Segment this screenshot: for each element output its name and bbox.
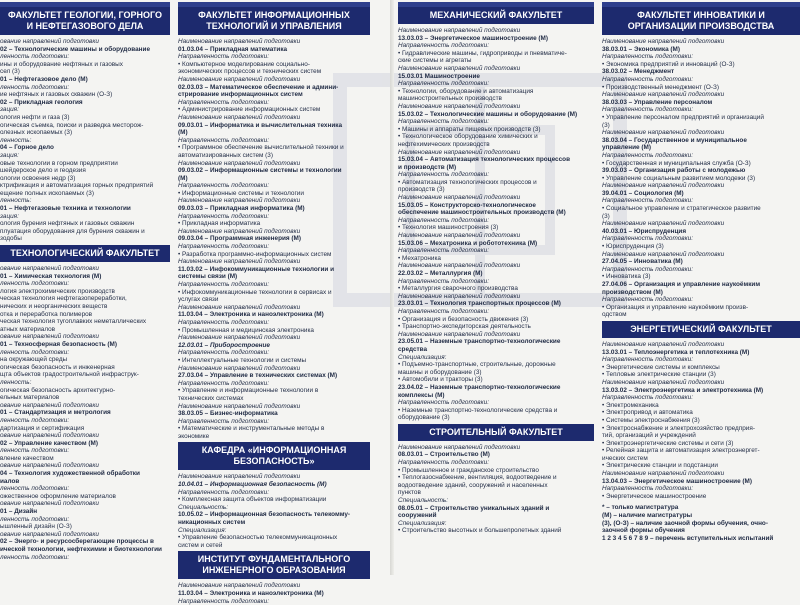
program-line: • Социальное управление и стратегическое развитие xyxy=(602,205,761,213)
program-line: автоматизированных систем (3) xyxy=(178,151,273,159)
program-line: ельных материалов xyxy=(0,394,60,402)
program-line: зация: xyxy=(0,151,19,159)
program-line: услугах связи xyxy=(178,296,219,304)
program-line: • Администрирование информационных систем xyxy=(178,106,321,114)
program-line: ование направлений подготовки xyxy=(0,333,99,341)
legend-line: 1 2 3 4 5 6 7 8 9 – перечень вступительных испытаний xyxy=(602,534,774,542)
program-line: • Разработка программно-информационных систем xyxy=(178,250,332,258)
program-line: • Информационные системы и технологии xyxy=(178,189,304,197)
program-title: 11.03.04 – Электроника и наноэлектроника (М) xyxy=(178,311,324,319)
program-line: Направленность подготовки: xyxy=(602,485,693,493)
program-title: 01 – Стандартизация и метрология xyxy=(0,409,111,417)
faculty-header: ЭНЕРГЕТИЧЕСКИЙ ФАКУЛЬТЕТ xyxy=(602,321,800,338)
program-title: 13.03.03 – Энергетическое машиностроение (М) xyxy=(398,34,548,42)
program-line: Наименование направлений подготовки xyxy=(178,473,301,481)
program-line: Направленность подготовки: xyxy=(178,182,269,190)
program-line: экономических процессов и технических систем xyxy=(178,68,322,76)
program-line: Направленность подготовки: xyxy=(602,235,693,243)
program-line: Направленность подготовки: xyxy=(178,281,269,288)
program-line: Наименование направлений подготовки xyxy=(398,27,521,34)
program-line: • Инноватика (3) xyxy=(602,273,651,281)
program-line: ленность подготовки: xyxy=(0,485,70,493)
program-line: нических и неорганических веществ xyxy=(0,303,108,310)
program-line: • Управление персоналом предприятий и организаций xyxy=(602,113,764,121)
faculty-header: МЕХАНИЧЕСКИЙ ФАКУЛЬТЕТ xyxy=(398,2,594,24)
program-line: • Машины и аппараты пищевых производств (3) xyxy=(398,125,541,133)
program-line: ленность: xyxy=(0,197,32,205)
program-line: Наименование направлений подготовки xyxy=(178,258,301,266)
program-line: Направленность подготовки: xyxy=(178,488,269,496)
program-line: • Прикладная информатика xyxy=(178,220,261,228)
program-line: • Интеллектуальные технологии и системы xyxy=(178,356,307,364)
program-line: пунктов xyxy=(398,489,421,497)
program-line: • Энергетическое машиностроение xyxy=(602,492,707,500)
program-title: 13.04.03 – Энергетическое машиностроение (М) xyxy=(602,477,752,485)
program-line: • Мехатроника xyxy=(398,254,441,262)
faculty-header: ФАКУЛЬТЕТ ИНФОРМАЦИОННЫХ ТЕХНОЛОГИЙ И УПРАВЛЕНИЯ xyxy=(178,2,370,35)
program-title: 40.03.01 – Юриспруденция xyxy=(602,227,687,235)
program-title: ической технологии, нефтехимии и биотехнологии xyxy=(0,546,162,553)
program-line: • Строительство высотных и большепролетных зданий xyxy=(398,527,562,535)
program-line: • Электроэнергетические системы и сети (3) xyxy=(602,439,734,447)
program-line: вление качеством xyxy=(0,454,54,462)
program-line: ышленный дизайн (О-З) xyxy=(0,523,72,531)
program-line: ленность: xyxy=(0,378,32,386)
program-line: ины и оборудование нефтяных и газовых xyxy=(0,60,123,68)
program-line: Направленность подготовки: xyxy=(398,80,489,88)
program-title: (М) xyxy=(178,129,188,137)
program-line: Наименование направлений подготовки xyxy=(398,262,521,270)
program-line: ических систем xyxy=(602,454,648,462)
program-line: Наименование направлений подготовки xyxy=(178,364,301,372)
program-title: 38.03.04 – Государственное и муниципальное xyxy=(602,136,747,144)
program-title: 09.03.02 – Информационные системы и технологии xyxy=(178,167,342,175)
program-line: • Технология машиностроения (3) xyxy=(398,224,499,232)
program-line: ещение полных ископаемых (3) xyxy=(0,189,94,197)
program-title: 01.03.04 – Прикладная математика xyxy=(178,45,288,53)
program-line: тий, организаций и учреждений xyxy=(602,432,696,440)
legend-line: заочной формы обучения xyxy=(602,527,685,535)
program-title: 01 – Нефтегазовое дело (М) xyxy=(0,75,88,83)
program-line: Направленность подготовки: xyxy=(602,106,693,114)
program-line: Наименование направлений подготовки xyxy=(398,330,521,338)
program-line: ование направлений подготовки xyxy=(0,462,99,470)
program-title: управление (М) xyxy=(602,144,651,152)
program-line: • Организация и управление наукоёмким произв- xyxy=(602,303,749,311)
program-line: ческая технология тугоплавких неметаллических xyxy=(0,318,147,326)
legend xyxy=(602,504,800,542)
program-line: Направленность подготовки: xyxy=(602,296,693,304)
program-line: ожественное оформление материалов xyxy=(0,492,116,500)
program-line: Направленность подготовки: xyxy=(602,265,693,273)
program-line: • Экономика предприятий и инноваций (О-З) xyxy=(602,60,735,68)
program-title: 01 – Техносферная безопасность (М) xyxy=(0,340,117,348)
program-line: • Автоматизация технологических процессов и xyxy=(398,178,537,186)
program-title: 10.05.02 – Информационная безопасность телекомму- xyxy=(178,511,351,519)
program-title: 09.03.03 – Прикладная информатика (М) xyxy=(178,205,305,213)
program-line: Направленность подготовки: xyxy=(178,98,269,106)
program-line: Специализация: xyxy=(398,519,447,527)
program-line: Направленность подготовки: xyxy=(398,42,489,50)
program-title: 15.03.05 – Конструкторско-технологическое xyxy=(398,201,536,209)
program-line: (3) xyxy=(602,212,610,220)
program-line: • Производственный менеджмент (О-З) xyxy=(602,83,719,91)
program-line: ленность подготовки: xyxy=(0,447,70,455)
program-line: нефтехимических производств xyxy=(398,140,490,148)
program-line: машины и оборудование (3) xyxy=(398,368,482,376)
program-line: • Электропривод и автоматика xyxy=(602,409,693,417)
program-line: • Организация и безопасность движения (3) xyxy=(398,315,529,323)
program-line: • Наземные транспортно-технологические средства и xyxy=(398,406,558,414)
program-title: 39.03.03 – Организация работы с молодежью xyxy=(602,167,746,175)
program-line: • Инфокоммуникационные технологии в сервисах и xyxy=(178,288,332,296)
program-title: 04 – Технология художественной обработки xyxy=(0,470,140,478)
program-line: Наименование направлений подготовки xyxy=(178,582,301,590)
program-line: Наименование направлений подготовки xyxy=(398,232,521,240)
program-line: Наименование направлений подготовки xyxy=(602,38,725,45)
program-line: ческая технология нефтегазопереработки, xyxy=(0,295,127,303)
program-line: Наименование направлений подготовки xyxy=(602,250,725,258)
program-line: Направленность подготовки: xyxy=(398,216,489,224)
program-title: 13.03.02 – Электроэнергетика и электротехника (М) xyxy=(602,386,764,394)
program-title: и производств (М) xyxy=(398,163,457,171)
program-line: Направленность подготовки: xyxy=(602,356,693,364)
program-line: водоотведение зданий, сооружений и населенных xyxy=(398,481,548,489)
program-title: 04 – Горное дело xyxy=(0,144,54,152)
program-line: овые технологии в горном предприятии xyxy=(0,159,118,167)
program-title: 15.03.02 – Технологические машины и оборудование (М) xyxy=(398,110,578,118)
program-title: 10.04.01 – Информационная безопасность (М) xyxy=(178,481,327,489)
program-title: 02 – Технологические машины и оборудование xyxy=(0,45,151,53)
program-line: зация: xyxy=(0,212,19,220)
program-line: ование направлений подготовки xyxy=(0,401,99,409)
faculty-header: ТЕХНОЛОГИЧЕСКИЙ ФАКУЛЬТЕТ xyxy=(0,245,170,262)
program-title: стрирование информационных систем xyxy=(178,91,303,99)
program-line: огическая безопасность архитектурно- xyxy=(0,386,116,394)
program-title: (М) xyxy=(178,174,188,182)
program-line: Наименование направлений подготовки xyxy=(398,292,521,300)
program-line: Специализация: xyxy=(178,526,227,534)
program-line: Направленность подготовки: xyxy=(602,151,693,159)
program-title: 23.05.01 – Наземные транспортно-технологические xyxy=(398,338,561,346)
program-title: 23.03.01 – Технология транспортных процессов (М) xyxy=(398,300,561,308)
program-title: 01 – Дизайн xyxy=(0,508,38,516)
program-title: 13.03.01 – Теплоэнергетика и теплотехника (М) xyxy=(602,348,750,356)
program-line: плуатация оборудования для бурения скважин и xyxy=(0,227,145,235)
program-line: Наименование направлений подготовки xyxy=(398,194,521,202)
program-line: Наименование направлений подготовки xyxy=(178,402,301,410)
program-title: 09.03.04 – Программная инженерия (М) xyxy=(178,235,301,243)
program-line: • Системы электроснабжения (3) xyxy=(602,416,700,424)
program-line: экономике xyxy=(178,432,210,440)
program-title: 02 – Управление качеством (М) xyxy=(0,439,98,447)
program-line: Наименование направлений подготовки xyxy=(398,102,521,110)
program-line: Наименование направлений подготовки xyxy=(178,75,301,83)
program-line: • Комплексная защита объектов информатизации xyxy=(178,496,327,504)
program-line: Наименование направлений подготовки xyxy=(602,470,725,478)
program-line: Направленность подготовки: xyxy=(178,212,269,220)
program-line: на окружающей среды xyxy=(0,356,68,364)
program-line: Направленность подготовки: xyxy=(178,597,269,605)
program-line: Наименование направлений подготовки xyxy=(602,182,725,190)
program-title: комплексы (М) xyxy=(398,391,445,399)
program-line: • Компьютерное моделирование социально- xyxy=(178,60,310,68)
program-line: • Государственная и муниципальная служба (О-З) xyxy=(602,159,751,167)
program-line: Направленность подготовки: xyxy=(398,118,489,126)
program-line: • Энергетические системы и комплексы xyxy=(602,363,720,371)
program-line: олезных ископаемых (3) xyxy=(0,129,73,137)
program-title: 22.03.02 – Металлургия (М) xyxy=(398,270,483,277)
program-line: Направленность подготовки: xyxy=(602,394,693,402)
program-title: 11.03.02 – Инфокоммуникационные технологии и xyxy=(178,265,335,273)
program-title: производством (М) xyxy=(602,288,663,296)
column-3 xyxy=(398,0,594,575)
legend-line: (М) – наличие магистратуры xyxy=(602,512,693,520)
program-line: Направленность подготовки: xyxy=(178,349,269,357)
program-line: Направленность подготовки: xyxy=(178,136,269,144)
program-line: Наименование направлений подготовки xyxy=(398,443,521,451)
program-line: • Электроснабжение и электрохозяйство предприя- xyxy=(602,424,755,432)
program-title: 02 – Энерго- и ресурсосберегающие процессы в xyxy=(0,538,154,546)
program-line: Направленность подготовки: xyxy=(178,417,269,425)
program-title: средства xyxy=(398,345,428,353)
faculty-header: СТРОИТЕЛЬНЫЙ ФАКУЛЬТЕТ xyxy=(398,424,594,441)
program-line: Направленность подготовки: xyxy=(178,53,269,61)
program-line: ология бурения нефтяных и газовых скважин xyxy=(0,220,135,228)
program-line: Наименование направлений подготовки xyxy=(178,227,301,235)
program-line: систем и сетей xyxy=(178,541,223,549)
program-line: Наименование направлений подготовки xyxy=(602,91,725,99)
program-line: Направленность подготовки: xyxy=(398,247,489,255)
program-line: ленность: xyxy=(0,136,32,144)
faculty-header: ИНСТИТУТ ФУНДАМЕНТАЛЬНОГО ИНЖЕНЕРНОГО ОБРАЗОВАНИЯ xyxy=(178,551,370,579)
program-title: сооружений xyxy=(398,512,437,520)
program-line: • Юриспруденция (3) xyxy=(602,243,664,251)
program-line: Наименование направлений подготовки xyxy=(398,64,521,72)
program-line: • Промышленная и медицинская электроника xyxy=(178,326,314,334)
program-line: • Управление и информационные технологии в xyxy=(178,387,319,395)
program-line: Специальность: xyxy=(178,503,229,511)
program-line: ленность подготовки: xyxy=(0,515,70,523)
program-line: отка и переработка полимеров xyxy=(0,310,93,318)
program-line: • Тепловые электрические станции (3) xyxy=(602,371,716,379)
program-line: Специализация: xyxy=(398,353,447,361)
column-1 xyxy=(0,0,170,575)
program-line: Направленность подготовки: xyxy=(178,379,269,387)
column-4 xyxy=(602,0,800,575)
program-title: 23.04.02 – Наземные транспортно-технологические xyxy=(398,383,561,391)
program-line: Наименование направлений подготовки xyxy=(602,378,725,386)
program-line: дартизация и сертификация xyxy=(0,424,85,432)
program-line: ологии освоения недр (3) xyxy=(0,174,76,182)
program-line: ленность подготовки: xyxy=(0,53,70,61)
program-line: Направленность подготовки: xyxy=(398,307,489,315)
program-title: 15.03.04 – Автоматизация технологических процессов xyxy=(398,156,570,164)
program-line: • Релейная защита и автоматизация электроэнергет- xyxy=(602,447,760,455)
program-line: ие нефтяных и газовых скважин (О-З) xyxy=(0,91,113,99)
legend-line: * – только магистратура xyxy=(602,504,679,512)
program-line: • Автомобили и тракторы (3) xyxy=(398,376,483,384)
program-line: ование направлений подготовки xyxy=(0,38,99,45)
program-line: ование направлений подготовки xyxy=(0,265,99,273)
program-title: 38.03.02 – Менеджмент xyxy=(602,68,675,76)
program-title: 02.03.03 – Математическое обеспечение и админи- xyxy=(178,83,339,91)
program-title: 02 – Прикладная геология xyxy=(0,98,83,106)
program-line: ование направлений подготовки xyxy=(0,500,99,508)
program-line: огическая безопасность и инженерная xyxy=(0,363,115,371)
program-line: Наименование направлений подготовки xyxy=(178,38,301,45)
program-title: 01 – Нефтегазовые техника и технологии xyxy=(0,205,131,213)
faculty-header: ФАКУЛЬТЕТ ИННОВАТИКИ И ОРГАНИЗАЦИИ ПРОИЗВОДСТВА xyxy=(602,2,800,35)
program-title: 27.04.06 – Организация и управление наукоёмким xyxy=(602,281,761,288)
program-line: Направленность подготовки: xyxy=(398,277,489,285)
program-title: обеспечение машиностроительных производств (М) xyxy=(398,209,566,217)
program-line: • Транспортно-экспедиторская деятельность xyxy=(398,323,531,331)
program-line: Наименование направлений подготовки xyxy=(178,197,301,205)
program-line: Направленность подготовки: xyxy=(398,459,489,467)
program-line: • Электрические станции и подстанции xyxy=(602,462,718,470)
program-line: Направленность подготовки: xyxy=(602,53,693,61)
program-line: шейдерское дело и геодезия xyxy=(0,167,86,175)
program-line: • Подъемно-транспортные, строительные, дорожные xyxy=(398,361,556,369)
program-line: Наименование направлений подготовки xyxy=(178,303,301,311)
program-line: • Математические и инструментальные методы в xyxy=(178,425,325,433)
program-title: 38.03.03 – Управление персоналом xyxy=(602,98,713,106)
program-line: ленность подготовки: xyxy=(0,553,70,561)
program-line: Наименование направлений подготовки xyxy=(602,340,725,348)
program-title: 27.04.05 – Инноватика (М) xyxy=(602,258,683,266)
program-line: • Технологии, оборудование и автоматизация xyxy=(398,87,534,95)
program-line: щта объектов градостроительной инфраструк- xyxy=(0,371,139,379)
program-line: Направленность подготовки: xyxy=(602,197,693,205)
program-line: ование направлений подготовки xyxy=(0,530,99,538)
program-line: Направленность подготовки: xyxy=(602,75,693,83)
program-line: Наименование направлений подготовки xyxy=(178,334,301,342)
program-line: машиностроительных производств xyxy=(398,95,502,103)
program-line: ленность подготовки: xyxy=(0,280,70,288)
program-line: ленность подготовки: xyxy=(0,83,70,91)
program-title: 15.03.06 – Мехатроника и робототехника (М) xyxy=(398,239,538,247)
program-title: 38.03.05 – Бизнес-информатика xyxy=(178,410,278,418)
program-title: 12.03.01 – Приборостроение xyxy=(178,341,270,349)
program-line: зация: xyxy=(0,106,19,114)
program-line: логия электрохимических производств xyxy=(0,287,115,295)
program-title: 38.03.01 – Экономика (М) xyxy=(602,45,680,53)
program-line: • Технологическое оборудование химических и xyxy=(398,133,538,141)
program-line: Наименование направлений подготовки xyxy=(602,129,725,137)
program-line: технических системах xyxy=(178,394,244,402)
program-title: 08.03.01 – Строительство (М) xyxy=(398,451,490,459)
program-line: ование направлений подготовки xyxy=(0,432,99,440)
program-line: Направленность подготовки: xyxy=(398,171,489,179)
program-line: • Металлургия сварочного производства xyxy=(398,285,518,293)
faculty-header: КАФЕДРА «ИНФОРМАЦИОННАЯ БЕЗОПАСНОСТЬ» xyxy=(178,442,370,470)
page-fold xyxy=(390,0,394,575)
program-title: 08.05.01 – Строительство уникальных зданий и xyxy=(398,504,550,512)
program-line: сел (3) xyxy=(0,68,20,76)
program-line: ские системы и агрегаты xyxy=(398,57,472,65)
program-line: (3) xyxy=(602,121,610,129)
program-line: ктрификация и автоматизация горных предприятий xyxy=(0,182,154,190)
program-line: Направленность подготовки: xyxy=(398,399,489,407)
program-line: Направленность подготовки: xyxy=(178,243,269,251)
program-line: атных материалов xyxy=(0,325,56,333)
program-title: никационных систем xyxy=(178,519,246,527)
program-title: 39.04.01 – Социология (М) xyxy=(602,189,684,197)
legend-line: (3), (О-З) – наличие заочной формы обучения, очно- xyxy=(602,519,768,527)
program-title: 09.03.01 – Информатика и вычислительная техника xyxy=(178,121,343,129)
column-2 xyxy=(178,0,370,605)
program-title: системы связи (М) xyxy=(178,273,238,281)
program-line: Направленность подготовки: xyxy=(178,318,269,326)
program-line: • Электромеханика xyxy=(602,401,659,409)
program-line: одством xyxy=(602,311,627,319)
program-line: • Управление социальным развитием молодежи (3) xyxy=(602,174,756,182)
program-title: 27.03.04 – Управление в технических системах (М) xyxy=(178,372,338,380)
program-line: ленность подготовки: xyxy=(0,348,70,356)
program-line: ленность подготовки: xyxy=(0,416,70,424)
program-line: Наименование направлений подготовки xyxy=(398,148,521,156)
program-line: зодобы xyxy=(0,235,22,243)
program-title: 11.03.04 – Электроника и наноэлектроника (М) xyxy=(178,590,324,597)
program-title: 15.03.01 Машиностроение xyxy=(398,72,480,80)
program-line: Наименование направлений подготовки xyxy=(178,159,301,167)
program-line: огическая съемка, поиски и разведка месторож- xyxy=(0,121,144,129)
program-line: производств (3) xyxy=(398,186,445,194)
program-line: • Промышленное и гражданское строительство xyxy=(398,466,539,474)
program-line: Специальность: xyxy=(398,497,449,505)
faculty-header: ФАКУЛЬТЕТ ГЕОЛОГИИ, ГОРНОГО И НЕФТЕГАЗОВОГО ДЕЛА xyxy=(0,2,170,35)
program-line: Наименование направлений подготовки xyxy=(178,113,301,121)
program-line: оборудование (3) xyxy=(398,414,450,422)
program-line: • Управление безопасностью телекоммуникационных xyxy=(178,534,338,542)
program-line: • Программное обеспечение вычислительной техники и xyxy=(178,144,344,152)
program-line: • Теплогазоснабжение, вентиляция, водоотведение и xyxy=(398,474,557,482)
program-title: 01 – Химическая технология (М) xyxy=(0,272,102,280)
program-line: ология нефти и газа (3) xyxy=(0,113,70,121)
program-line: • Гидравлические машины, гидроприводы и пневматиче- xyxy=(398,49,567,57)
program-title: иалов xyxy=(0,477,20,485)
program-line: Наименование направлений подготовки xyxy=(602,220,725,228)
